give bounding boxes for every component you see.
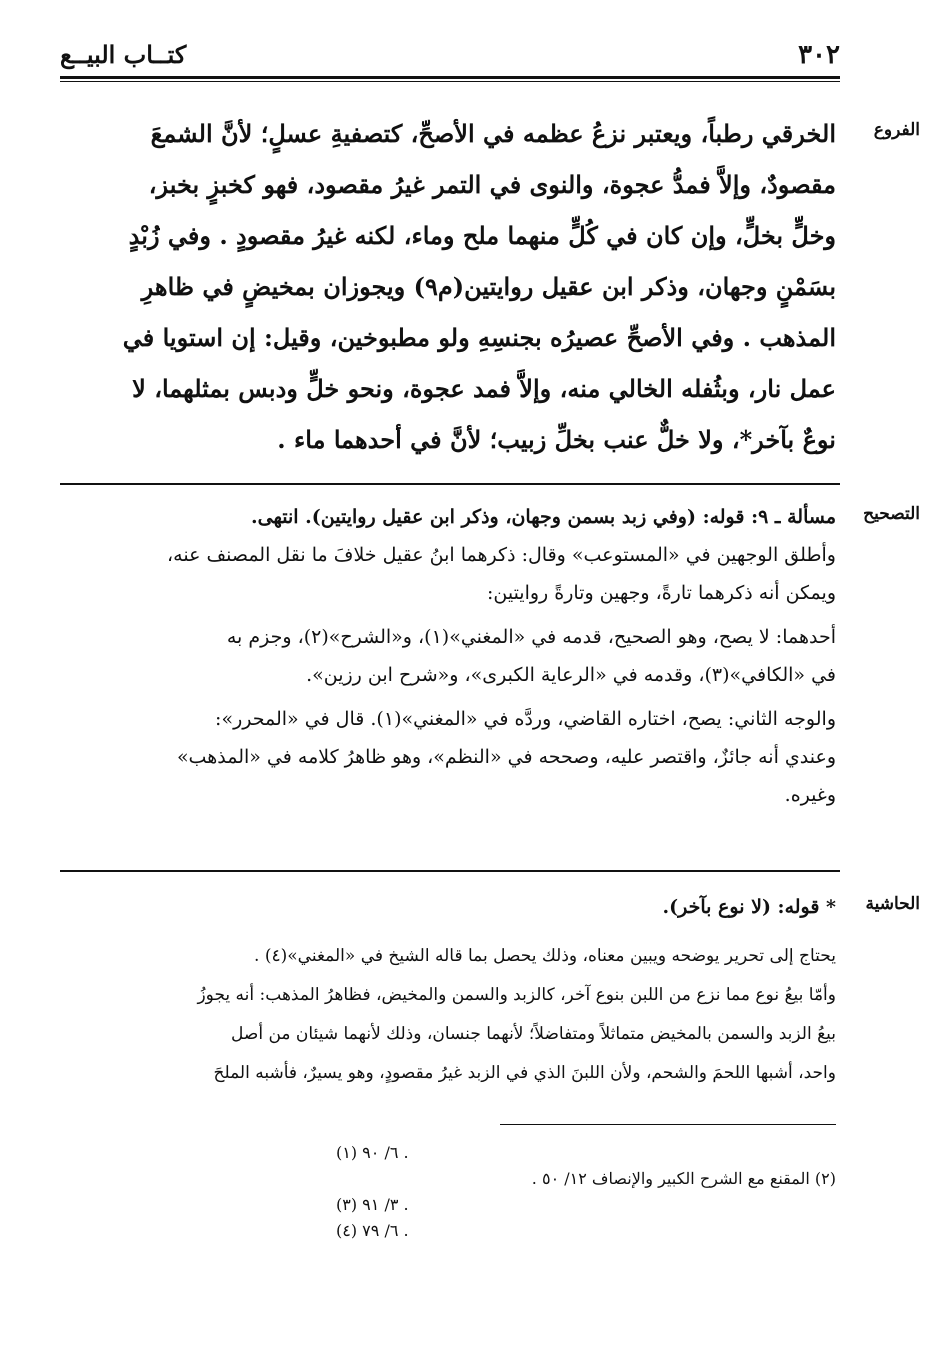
section-label-tashih: التصحيح [863,504,920,524]
page-number: ٣٠٢ [798,40,840,70]
text-line: وخلٍّ بخلٍّ، وإن كان في كُلٍّ منهما ملح وماء، لكنه غيرُ مقصودٍ . وفي زُبْدٍ [128,221,836,250]
text-line: أحدهما: لا يصح، وهو الصحيح، قدمه في «المغني»(١)، و«الشرح»(٢)، وجزم به [226,626,836,648]
text-line: بسَمْنٍ وجهان، وذكر ابن عقيل روايتين(م٩) ويجوزان بمخيضٍ في ظاهرِ [141,272,836,301]
footnote-rule [500,1124,836,1125]
text-line: واحد، أشبها اللحمَ والشحم، ولأن اللبنَ الذي في الزبد غيرُ مقصودٍ، وهو يسيرٌ، فأشبه الملحَ [213,1063,836,1083]
text-line: مسألة ـ ٩: قوله: (وفي زبد بسمن وجهان، وذكر ابن عقيل روايتين). انتهى. [251,506,836,528]
tashih-text [60,498,836,814]
text-line: يحتاج إلى تحرير يوضحه ويبين معناه، وذلك يحصل بما قاله الشيخ في «المغني»(٤) . [254,946,836,966]
text-line: المذهب . وفي الأصحِّ عصيرُه بجنسِهِ ولو مطبوخين، وقيل: إن استويا في [122,323,836,352]
text-line: عمل نار، وبثُفله الخالي منه، وإلاَّ فمد عجوة، ونحو خلٍّ ودبس بمثلهما، لا [132,374,836,403]
text-line: وأمّا بيعُ نوع مما نزع من اللبن بنوع آخر، كالزبد والسمن والمخيض، فظاهرُ المذهب: أنه يجوزُ [197,985,836,1005]
text-line: في «الكافي»(٣)، وقدمه في «الرعاية الكبرى»، و«شرح ابن رزين». [306,664,836,686]
section-label-hashiya: الحاشية [865,894,920,914]
section-divider [60,483,840,485]
header-rule-thin [60,81,840,82]
text-line: مقصودٌ، وإلاَّ فمدُّ عجوة، والنوى في التمر غيرُ مقصود، فهو كخبزٍ بخبز، [148,170,836,199]
furu-text [60,108,836,465]
text-line: والوجه الثاني: يصح، اختاره القاضي، وردَّه في «المغني»(١). قال في «المحرر»: [215,708,836,730]
text-line: بيعُ الزبد والسمن بالمخيض متماثلاً ومتفاضلاً؛ لأنهما جنسان، وذلك لأنهما شيئان من أصل [231,1024,836,1044]
section-divider [60,870,840,872]
header-rule [60,76,840,79]
text-line: وغيره. [784,784,836,806]
section-label-furu: الفروع [873,120,920,140]
footnotes [336,1140,836,1244]
text-line: ويمكن أنه ذكرهما تارةً، وجهين وتارةً روايتين: [486,582,836,604]
footnote: (١) ٦/ ٩٠ . [336,1143,409,1162]
text-line: الخرقي رطباً، ويعتبر نزعُ عظمه في الأصحِّ، كتصفيةِ عسلٍ؛ لأنَّ الشمعَ [150,119,836,148]
text-line: وأطلق الوجهين في «المستوعب» وقال: ذكرهما ابنُ عقيل خلافَ ما نقل المصنف عنه، [167,544,836,566]
text-line: وعندي أنه جائزٌ، واقتصر عليه، وصححه في «النظم»، وهو ظاهرُ كلامه في «المذهب» [176,746,836,768]
running-title: كتــاب البيــع [60,40,187,69]
footnote: (٤) ٦/ ٧٩ . [336,1221,409,1240]
footnote: (٣) ٣/ ٩١ . [336,1195,409,1214]
hashiya-text [60,888,836,1093]
text-line: نوعٌ بآخر*، ولا خلٌّ عنب بخلِّ زبيب؛ لأنَّ في أحدهما ماء . [277,425,836,454]
text-line: * قوله: (لا نوع بآخر). [662,896,836,918]
footnote: (٢) المقنع مع الشرح الكبير والإنصاف ١٢/ ٥٠ . [531,1169,836,1188]
